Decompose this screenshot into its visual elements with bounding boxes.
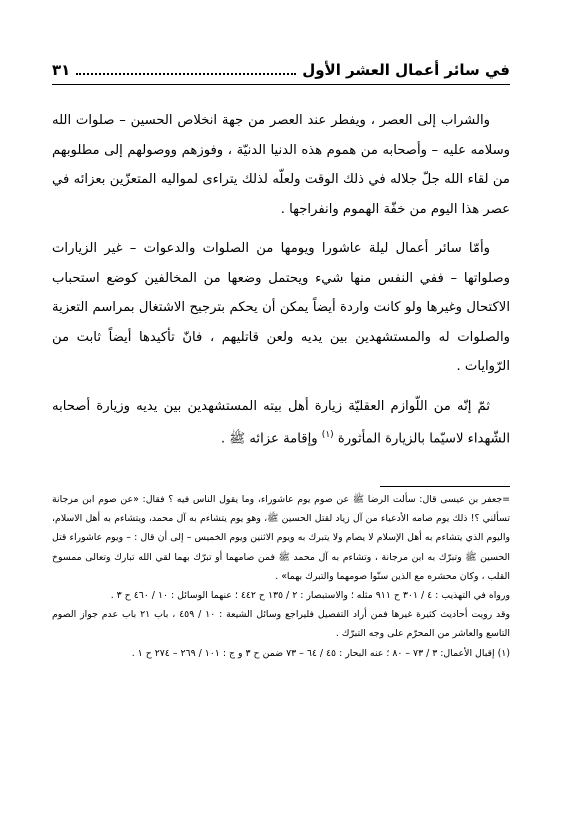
- paragraph-1: والشراب إلى العصر ، ويفطر عند العصر من جهة انخلاص الحسين – صلوات الله وسلامه عليه – وأصحابه من هموم هذه الدنيا الدنيّة ، وفوزهم ووصولهم إلى مطلوبهم من لقاء الله جلّ جلاله في ذلك الوقت ولعلّه لذلك يتراءى لمواليه المتعزّين بعزائه في عصر هذا اليوم من خفّة الهموم وانفراجها .: [52, 113, 510, 217]
- footnote-separator: [380, 486, 510, 487]
- footnote-marker: (١): [321, 430, 334, 440]
- footnote-1: (١) إقبال الأعمال: ٣ / ٧٣ – ٨٠ ؛ عنه البحار : ٤٥ / ٦٤ – ٧٣ ضمن ح ٣ و ج : ١٠١ / ٢٦٩ – ٢٧٤ ح ١ .: [131, 647, 510, 659]
- header-title: في سائر أعمال العشر الأول: [302, 61, 510, 79]
- paragraph-2: وأمّا سائر أعمال ليلة عاشورا ويومها من الصلوات والدعوات – غير الزيارات وصلواتها – ففي النفس منها شيء ويحتمل وضعها من المخالفين كوضع استحباب الاكتحال وغيرها ولو كانت واردة أيضاً يمكن أن يحكم بترجيح الاشتغال بمراسم التعزية والصلوات له والمستشهدين بين يديه ولعن قاتليهم ، فانّ تأكيدها أيضاً ثابت من الرّوايات .: [52, 241, 510, 374]
- footnotes: [52, 490, 510, 663]
- header-rule: [52, 84, 510, 85]
- page-number: ٣١: [52, 61, 71, 79]
- paragraph-3: [52, 392, 510, 454]
- footnote-continuation: =جعفر بن عيسى قال: سألت الرضا ﷺ عن صوم يوم عاشوراء، وما يقول الناس فيه ؟ فقال: «عن صوم ابن مرجانة تسألني ؟! ذلك يوم صامه الأدعياء من آل زياد لقتل الحسين ﷺ، وهو يوم يتشاءم به آل محمد، ويتشاءم به أهل الاسلام، واليوم الذي يتشاءم به أهل الإسلام لا يصام ولا يتبرك به ويوم الاثنين ويوم الخميس – إلى أن قال : – ويوم عاشوراء قتل الحسين ﷺ وتبرّك به ابن مرجانة ، وتشاءم به آل محمد ﷺ فمن صامهما أو تبرّك بهما لقي الله تبارك وتعالى ممسوخ القلب ، وكان محشره مع الذين سنّوا صومهما والتبرك بهما» .: [52, 494, 510, 582]
- running-header: [52, 60, 510, 80]
- main-text: [52, 106, 510, 454]
- paragraph-3-end: وإقامة عزائه ﷺ .: [220, 431, 322, 447]
- footnote-source-1: ورواه في التهذيب : ٤ / ٣٠١ ح ٩١١ مثله ؛ والاستبصار : ٢ / ١٣٥ ح ٤٤٢ ؛ عنهما الوسائل : ١٠ / ٤٦٠ ح ٣ .: [110, 590, 510, 602]
- paragraph-3-text: ثمّ إنّه من اللّوازم العقليّة زيارة أهل بيته المستشهدين بين يديه وزيارة أصحابه الشّهداء لاسيّما بالزيارة المأثورة: [52, 398, 510, 447]
- header-dot-leader: [76, 73, 296, 75]
- footnote-source-2: وقد رويت أحاديث كثيرة غيرها فمن أراد التفصيل فليراجع وسائل الشيعة : ١٠ / ٤٥٩ ، باب ٢١ باب عدم جواز الصوم التاسع والعاشر من المحرّم على وجه التبرّك .: [52, 609, 510, 640]
